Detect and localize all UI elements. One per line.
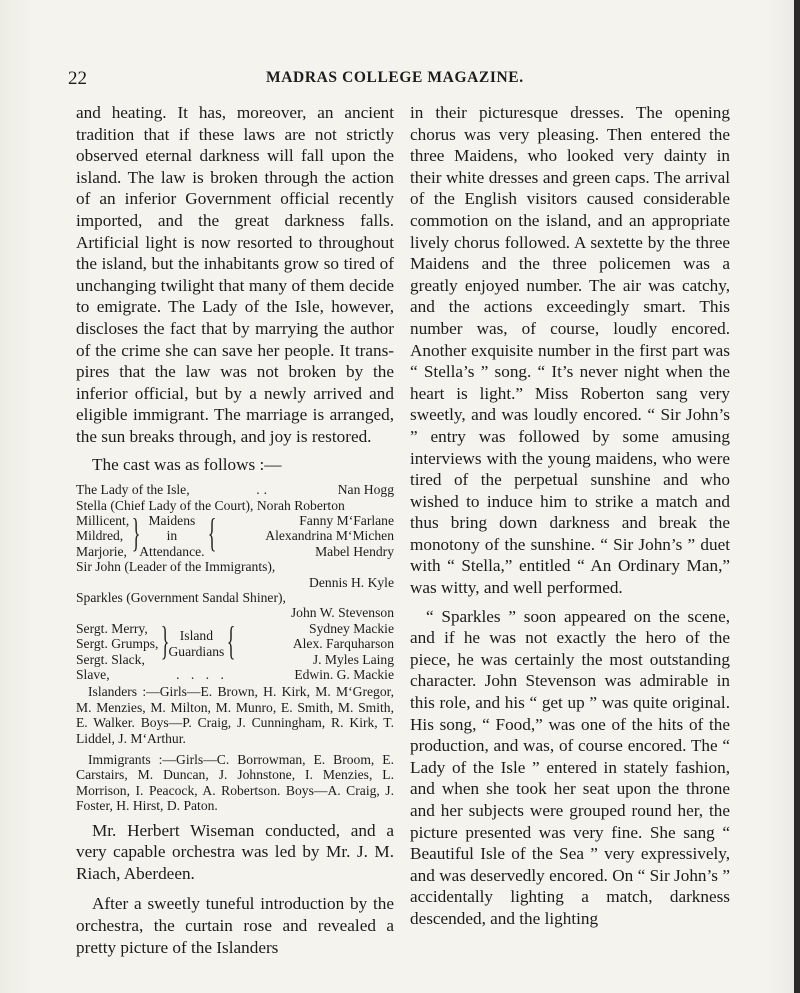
cast-role: The Lady of the Isle, xyxy=(76,482,190,498)
cast-actor: Mabel Hendry xyxy=(315,543,394,559)
body-paragraph: Mr. Herbert Wiseman conducted, and a very capable orchestra was led by Mr. J. M. Riach, Aberdeen. xyxy=(76,820,394,883)
cast-role: Marjorie, xyxy=(76,543,127,559)
cast-role: Sergt. Merry, xyxy=(76,620,148,636)
immigrants-list: Immigrants :—Girls—C. Borrowman, E. Broom, E. Carstairs, M. Duncan, J. Johnstone, I. Menzies, L. Morrison, I. Peacock, A. Robertson. Boys—A. Craig, J. Foster, H. Hirst, D. Paton. xyxy=(76,752,394,814)
right-column xyxy=(410,102,730,930)
cast-actor: Alex. Farquharson xyxy=(292,636,394,652)
maidens-actors xyxy=(215,513,394,559)
group-label-line: Attendance. xyxy=(139,543,205,559)
cast-dots: .. xyxy=(256,482,272,498)
running-head: MADRAS COLLEGE MAGAZINE. xyxy=(266,69,524,86)
brace-close: { xyxy=(207,509,216,555)
cast-actor: Sydney Mackie xyxy=(309,620,394,636)
cast-actor: Alexandrina M‘Michen xyxy=(265,528,394,544)
cast-actor: John W. Stevenson xyxy=(290,605,394,621)
group-label-line: in xyxy=(166,528,178,544)
body-paragraph: in their picturesque dresses. The opening chorus was very pleasing. Then entered the three Maidens, who looked very dainty in their white dresses and green caps. The arrival of the English visitors caused considerable commotion on the island, and an appropriate lively chorus followed. A sextette by the three Maidens and the three policemen was a greatly enjoyed number. The air was catchy, and the actions exceedingly smart. This number was, of course, loudly encored. Another exquisite number in the first part was “ Stella’s ” song. “ It’s never night when the heart is light.” Miss Roberton sang very sweetly, and was loudly encored. “ Sir John’s ” entry was followed by some amusing interviews with the young maidens, who were tired of the perpetual sunshine and who wished to induce him to strike a match and thus bring down darkness and break the monotony of the sunshine. “ Sir John’s ” duet with “ Stella,” entitled “ An Ordinary Man,” was witty, and well performed. xyxy=(410,103,730,598)
sergeants-group-label xyxy=(168,621,224,667)
cast-row-stella: Stella (Chief Lady of the Court), Norah Roberton xyxy=(76,497,345,513)
cast-role: Sergt. Slack, xyxy=(76,651,145,667)
body-paragraph: “ Sparkles ” soon appeared on the scene, and if he was not exactly the hero of the piece, he was certainly the most outstanding character. John Stevenson was admirable in this role, and his “ get up ” was quite original. His song, “ Food,” was one of the hits of the production, and was, of course encored. The “ Lady of the Isle ” entered in stately fashion, and when she took her seat upon the throne and her subjects were grouped round her, the picture presented was very fine. She sang “ Beautiful Isle of the Sea ” very expressively, and was deservedly encored. On “ Sir John’s ” accidentally lighting a match, darkness descended, and the lighting xyxy=(410,606,730,928)
page-number: 22 xyxy=(68,68,87,89)
brace-open: } xyxy=(131,509,141,555)
cast-row-sir-john: Sir John (Leader of the Immigrants), xyxy=(76,559,276,575)
cast-row-lady xyxy=(76,482,394,497)
cast-actor: Dennis H. Kyle xyxy=(309,574,394,590)
cast-role: Sergt. Grumps, xyxy=(76,636,159,652)
cast-actor: Fanny M‘Farlane xyxy=(299,512,394,528)
body-paragraph: After a sweetly tuneful introduction by the orchestra, the curtain rose and revealed a pretty picture of the Islanders xyxy=(76,894,394,957)
cast-group-sergeants xyxy=(76,617,394,667)
brace-open: } xyxy=(161,617,170,663)
brace-close: { xyxy=(227,617,236,663)
cast-row-sparkles: Sparkles (Government Sandal Shiner), xyxy=(76,589,286,605)
maidens-group-label xyxy=(139,513,204,559)
cast-list xyxy=(76,482,394,814)
group-label-line: Island xyxy=(179,628,213,644)
body-paragraph: and heating. It has, moreover, an ancient tradition that if these laws are not strictly observed eternal darkness will fall upon the island. The law is broken through the action of an inferior Government official recently imported, and the great darkness falls. Artificial light is now resorted to throughout the island, but the inhabitants grow so tired of unchanging twilight that many of them decide to emigrate. The Lady of the Isle, however, discloses the fact that by marrying the author of the crime she can save her people. It transpires that the law was not broken by the inferior official, but by a newly arrived and eligible immigrant. The marriage is arranged, the sun breaks through, and joy is restored. xyxy=(76,103,394,446)
sergeants-roles xyxy=(76,621,158,667)
sergeants-actors xyxy=(234,621,394,667)
cast-dots: . . . . xyxy=(176,666,228,682)
cast-role: Millicent, xyxy=(76,512,130,528)
group-label-line: Maidens xyxy=(148,512,196,528)
cast-intro: The cast was as follows :— xyxy=(92,454,282,474)
maidens-roles xyxy=(76,513,129,559)
group-label-line: Guardians xyxy=(168,643,225,659)
cast-role: Mildred, xyxy=(76,528,124,544)
cast-actor: J. Myles Laing xyxy=(312,651,394,667)
cast-actor: Edwin. G. Mackie xyxy=(294,666,394,682)
cast-group-maidens xyxy=(76,509,394,559)
cast-row-slave xyxy=(76,667,394,682)
page-header xyxy=(68,68,738,92)
cast-role: Slave, xyxy=(76,666,110,682)
islanders-list: Islanders :—Girls—E. Brown, H. Kirk, M. M‘Gregor, M. Menzies, M. Milton, M. Munro, E. Smith, M. Smith, E. Walker. Boys—P. Craig, J. Cunningham, R. Kirk, T. Liddel, J. M‘Arthur. xyxy=(76,684,394,746)
left-column xyxy=(76,102,394,958)
page-edge-shadow xyxy=(794,0,800,993)
cast-actor: Nan Hogg xyxy=(337,482,394,498)
